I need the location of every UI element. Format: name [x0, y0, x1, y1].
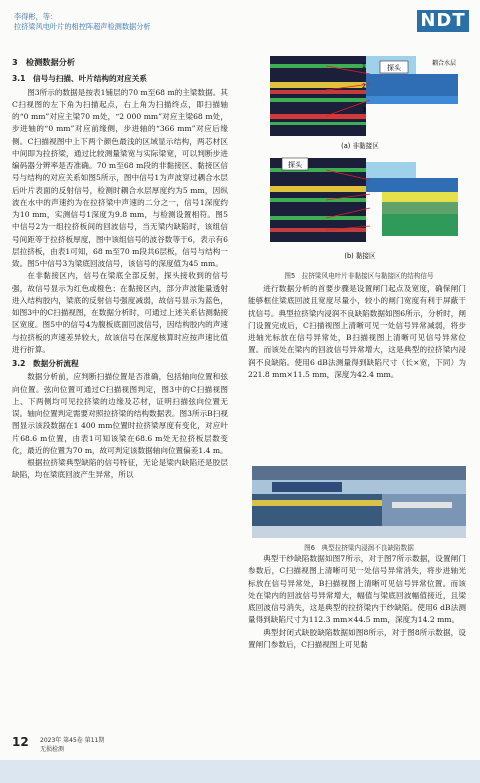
figure-6-caption: 图6 典型拉挤梁内浸润不良缺陷数据: [304, 544, 414, 552]
paragraph: 图3所示的数据是按表1铺层的70 m至68 m的主梁数据。其C扫视图的左下角为扫描起点，右上角为扫描终点，即扫描轴的“0 mm”对应主梁70 m处，“2 000 mm”对应主梁68 m处，步进轴的“0 mm”对应前缘侧，步进轴的“366 mm”对应后缘侧。C扫描视图中上下两个颜色最浅的区域显示结构，两芯材区中间即为拉挤梁，通过比较测量梁宽与实际梁宽，可以判断步进编码器分辨率是否准确。70 m至68 m段的非黏接区、黏接区信号与结构的对应关系如图5所示，图中信号1为声波穿过耦合水层后叶片表面的反射信号，检测时耦合水层厚度约为5 mm，因纵波在水中的声速约为在拉挤梁中声速的二分之一，信号1深度约为10 mm，实测信号1深度为9.8 mm，与检测设置相符。图5中信号2为一组拉挤板间的回波信号，当无梁内缺陷时，该组信号间距等于拉挤板厚度，图中该组信号的波谷数等于6，表示有6层拉挤板，由表1可知，68 m至70 m段共6层板，信号与结构一致。图5中信号3为梁底回波信号，该信号的深度值为45 mm。: [12, 87, 228, 268]
right-column-text-top: [248, 283, 466, 381]
signal-number: 1: [362, 63, 366, 70]
page-number: 12: [12, 735, 29, 749]
journal-logo: NDT: [417, 10, 469, 32]
figure-6: [252, 466, 466, 538]
footer-journal-name: 无损检测: [40, 746, 65, 753]
figure-5a-caption: (a) 非黏接区: [341, 142, 379, 150]
paragraph: 数据分析前，应判断扫描位置是否准确，包括轴向位置和弦向位置。弦向位置可通过C扫描视图判定，图3中的C扫描视图上、下两侧均可见拉挤梁的边缘及芯材，证明扫描弦向位置无误。轴向位置判定需要对照拉挤梁的结构数据表。图3所示B扫视图显示该段数据在1 400 mm位置时拉挤梁厚度有变化，对应叶片68.6 m位置，由表1可知该梁在68.6 m处无拉挤板层数变化，最近的位置为70 m，故可判定该数据轴向位置偏差1.4 m。: [12, 372, 228, 455]
water-layer-label: 耦合水层: [431, 60, 457, 67]
paragraph: 典型封闭式缺胶缺陷数据如图8所示，对于图8所示数据，设置闸门参数后，C扫描视图上可见黏: [248, 627, 466, 649]
figure-5b-caption: (b) 黏接区: [344, 252, 376, 260]
section-title: 3 检测数据分析: [12, 57, 76, 67]
footer-bar: [0, 760, 480, 783]
figure-5: [262, 52, 472, 262]
footer-issue: 2023年 第45卷 第11期: [40, 737, 105, 744]
subsection-title-3-2: 3.2 数据分析流程: [12, 359, 79, 368]
signal-number: 3: [362, 107, 366, 114]
subsection-title-3-1: 3.1 信号与扫描、叶片结构的对应关系: [12, 74, 147, 84]
figure-5b-plot: [270, 158, 458, 242]
signal-number: 2: [362, 83, 366, 90]
right-column-text-bottom: [248, 553, 466, 651]
probe-label-a: 探头: [387, 64, 401, 72]
figure-5-caption: 图5 拉挤梁风电叶片非黏接区与黏接区的结构信号: [284, 272, 434, 280]
paragraph: 典型干纱缺陷数据如图7所示，对于图7所示数据，设置闸门参数后，C扫描视图上清晰可见一处信号异常消失，将步进轴光标放在信号异常处，B扫描视图上清晰可见信号异常位置。而该处在梁内的回波信号异常增大，幅值与梁底回波幅值接近，且梁底回波信号消失，这是典型的拉挤梁内干纱缺陷。使用6 dB法测量得到缺陷尺寸为112.3 mm×44.5 mm，深度为14.2 mm。: [248, 554, 466, 625]
paragraph: 根据拉挤梁典型缺陷的信号特征，无论是梁内缺陷还是胶层缺陷，均在梁底回波产生异常，所以: [12, 458, 228, 480]
paragraph: 进行数据分析的首要步骤是设置闸门起点及宽度，确保闸门能够框住梁底回波且宽度尽量小，较小的闸门宽度有利于屏蔽干扰信号。典型拉挤梁内浸润不良缺陷数据如图6所示，分析时，闸门设置完成后，C扫描视图上清晰可见一处信号异常减弱，将步进轴光标放在信号异常处，B扫描视图上清晰可见信号异常位置。而该处在梁内的回波信号异常增大，这是典型的拉挤梁内浸润不良缺陷。使用6 dB法测量得到缺陷尺寸（长×宽，下同）为221.8 mm×11.5 mm，深度为42.4 mm。: [248, 284, 466, 379]
header-authors: 李得彬，等：: [14, 12, 58, 21]
running-header: [14, 12, 151, 32]
left-column: [12, 56, 228, 482]
footer-journal: [40, 736, 104, 754]
paragraph: 在非黏接区内，信号在梁底全部反射，探头接收到的信号强，故信号显示为红色或橙色；在黏接区内，部分声波能量透射进入结构胶内，梁底的反射信号强度减弱，故信号显示为蓝色，如图3中的C扫描视图，在数据分析时，可通过上述关系估测黏接区宽度。图5中的信号4为腹板底面回波信号，因结构胶内的声速与拉挤板的声速差异较大，故该信号在深度核算时应按声速比值进行折算。: [12, 271, 228, 354]
header-title: 拉挤梁风电叶片的相控阵超声检测数据分析: [14, 22, 151, 31]
probe-label-b: 探头: [288, 161, 302, 169]
